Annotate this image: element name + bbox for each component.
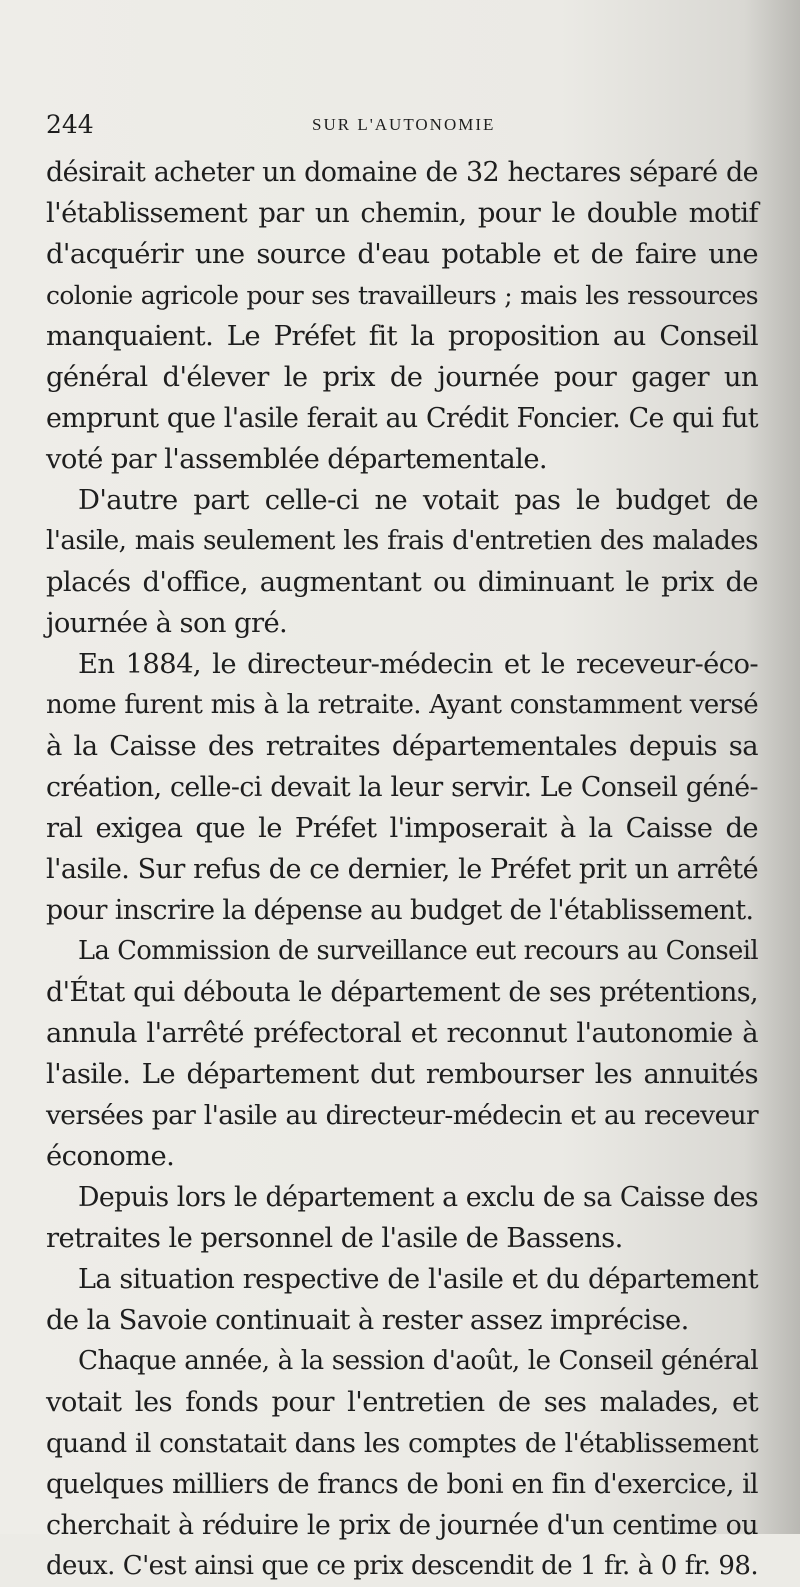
- text-line: La Commission de surveillance eut recours au Conseil: [78, 936, 758, 966]
- text-line: emprunt que l'asile ferait au Crédit Foncier. Ce qui fut: [46, 403, 758, 434]
- text-line: votait les fonds pour l'entretien de ses malades, et: [46, 1387, 758, 1418]
- text-line: économe.: [46, 1141, 175, 1172]
- text-line: nome furent mis à la retraite. Ayant constamment versé: [46, 690, 758, 720]
- text-line: annula l'arrêté préfectoral et reconnut l'autonomie à: [46, 1018, 758, 1049]
- text-line: manquaient. Le Préfet fit la proposition au Conseil: [46, 321, 758, 352]
- text-line: quand il constatait dans les comptes de l'établissement: [46, 1428, 758, 1459]
- text-line: pour inscrire la dépense au budget de l'établissement.: [46, 895, 754, 926]
- text-line: deux. C'est ainsi que ce prix descendit de 1 fr. à 0 fr. 98.: [46, 1551, 758, 1581]
- text-line: désirait acheter un domaine de 32 hectares séparé de: [46, 157, 758, 188]
- text-line: cherchait à réduire le prix de journée d'un centime ou: [46, 1510, 758, 1541]
- text-line: placés d'office, augmentant ou diminuant le prix de: [46, 567, 758, 598]
- text-line: l'asile, mais seulement les frais d'entretien des malades: [46, 526, 758, 556]
- text-line: d'État qui débouta le département de ses prétentions,: [46, 977, 758, 1008]
- text-line: Chaque année, à la session d'août, le Conseil général: [78, 1346, 758, 1376]
- text-line: quelques milliers de francs de boni en fin d'exercice, il: [46, 1469, 758, 1500]
- text-line: l'asile. Sur refus de ce dernier, le Préfet prit un arrêté: [46, 854, 758, 885]
- page-number: 244: [46, 110, 94, 139]
- text-line: l'établissement par un chemin, pour le double motif: [46, 198, 758, 229]
- text-line: Depuis lors le département a exclu de sa Caisse des: [78, 1182, 758, 1213]
- text-line: La situation respective de l'asile et du département: [78, 1264, 758, 1295]
- text-line: En 1884, le directeur-médecin et le receveur-éco-: [78, 649, 758, 680]
- body-text: [46, 152, 758, 1587]
- text-line: général d'élever le prix de journée pour gager un: [46, 362, 758, 393]
- running-head: SUR L'AUTONOMIE: [312, 115, 496, 134]
- text-line: ral exigea que le Préfet l'imposerait à la Caisse de: [46, 813, 758, 844]
- text-line: à la Caisse des retraites départementales depuis sa: [46, 731, 758, 762]
- text-line: retraites le personnel de l'asile de Bassens.: [46, 1223, 623, 1254]
- text-line: versées par l'asile au directeur-médecin et au receveur: [46, 1100, 758, 1131]
- text-line: colonie agricole pour ses travailleurs ; mais les ressources: [46, 281, 758, 310]
- text-line: journée à son gré.: [46, 608, 288, 639]
- text-line: d'acquérir une source d'eau potable et de faire une: [46, 239, 758, 270]
- text-line: de la Savoie continuait à rester assez imprécise.: [46, 1305, 689, 1336]
- page-header: [46, 110, 756, 150]
- text-line: l'asile. Le département dut rembourser les annuités: [46, 1059, 758, 1090]
- text-line: voté par l'assemblée départementale.: [46, 444, 548, 475]
- text-line: création, celle-ci devait la leur servir. Le Conseil géné-: [46, 772, 758, 803]
- text-line: D'autre part celle-ci ne votait pas le budget de: [78, 485, 758, 516]
